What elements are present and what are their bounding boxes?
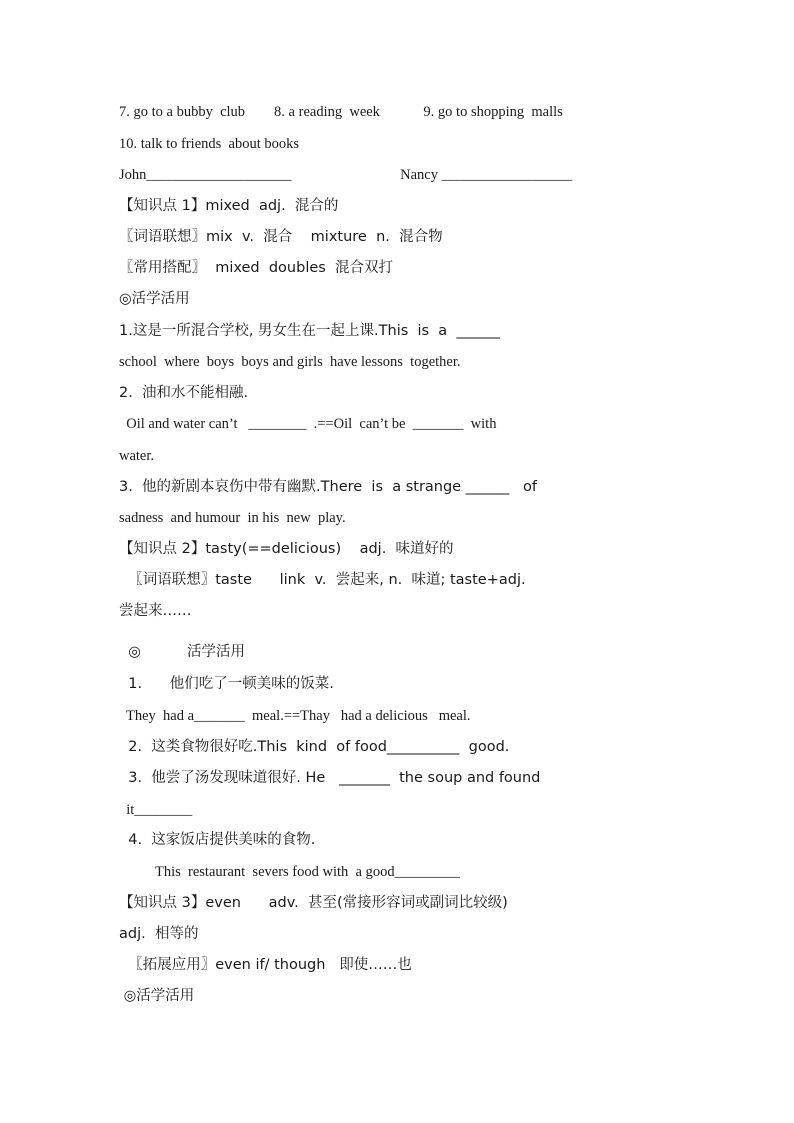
text-line: 1.这是一所混合学校, 男女生在一起上课.This is a ______ [119, 323, 500, 339]
text-line: 【知识点 2】tasty(==delicious) adj. 味道好的 [119, 541, 454, 557]
text-line: 2. 油和水不能相融. [119, 385, 249, 401]
text-line: 〖拓展应用〗even if/ though 即使……也 [119, 957, 412, 973]
text-line: water. [119, 448, 155, 464]
text-line: 【知识点 3】even adv. 甚至(常接形容词或副词比较级) [119, 895, 508, 911]
text-line: This restaurant severs food with a good_________ [119, 864, 460, 880]
text-line: 〖常用搭配〗 mixed doubles 混合双打 [119, 260, 394, 276]
text-line: ◎活学活用 [119, 988, 195, 1004]
text-line: sadness and humour in his new play. [119, 510, 346, 526]
text-line: school where boys boys and girls have lessons together. [119, 354, 461, 370]
text-line: ◎活学活用 [119, 291, 190, 307]
text-line: 1. 他们吃了一顿美味的饭菜. [119, 676, 334, 692]
text-line: Oil and water can’t ________ .==Oil can’t be _______ with [119, 416, 497, 432]
text-line: 尝起来…… [119, 603, 192, 619]
text-line: 3. 他的新剧本哀伤中带有幽默.There is a strange ______ of [119, 479, 538, 495]
text-line: 【知识点 1】mixed adj. 混合的 [119, 198, 339, 214]
text-line: ◎ 活学活用 [119, 644, 245, 660]
text-line: They had a_______ meal.==Thay had a delicious meal. [119, 708, 471, 724]
text-line: it________ [119, 802, 193, 818]
text-line: 〖词语联想〗mix v. 混合 mixture n. 混合物 [119, 229, 443, 245]
text-line: 〖词语联想〗taste link v. 尝起来, n. 味道; taste+adj. [119, 572, 526, 588]
text-line: 3. 他尝了汤发现味道很好. He _______ the soup and found [119, 770, 541, 786]
text-line: 4. 这家饭店提供美味的食物. [119, 832, 316, 848]
text-line: John____________________ Nancy __________________ [119, 167, 573, 183]
text-line: adj. 相等的 [119, 926, 199, 942]
text-line: 10. talk to friends about books [119, 136, 300, 152]
text-line: 2. 这类食物很好吃.This kind of food__________ good. [119, 739, 510, 755]
text-line: 7. go to a bubby club 8. a reading week 9. go to shopping malls [119, 104, 563, 120]
